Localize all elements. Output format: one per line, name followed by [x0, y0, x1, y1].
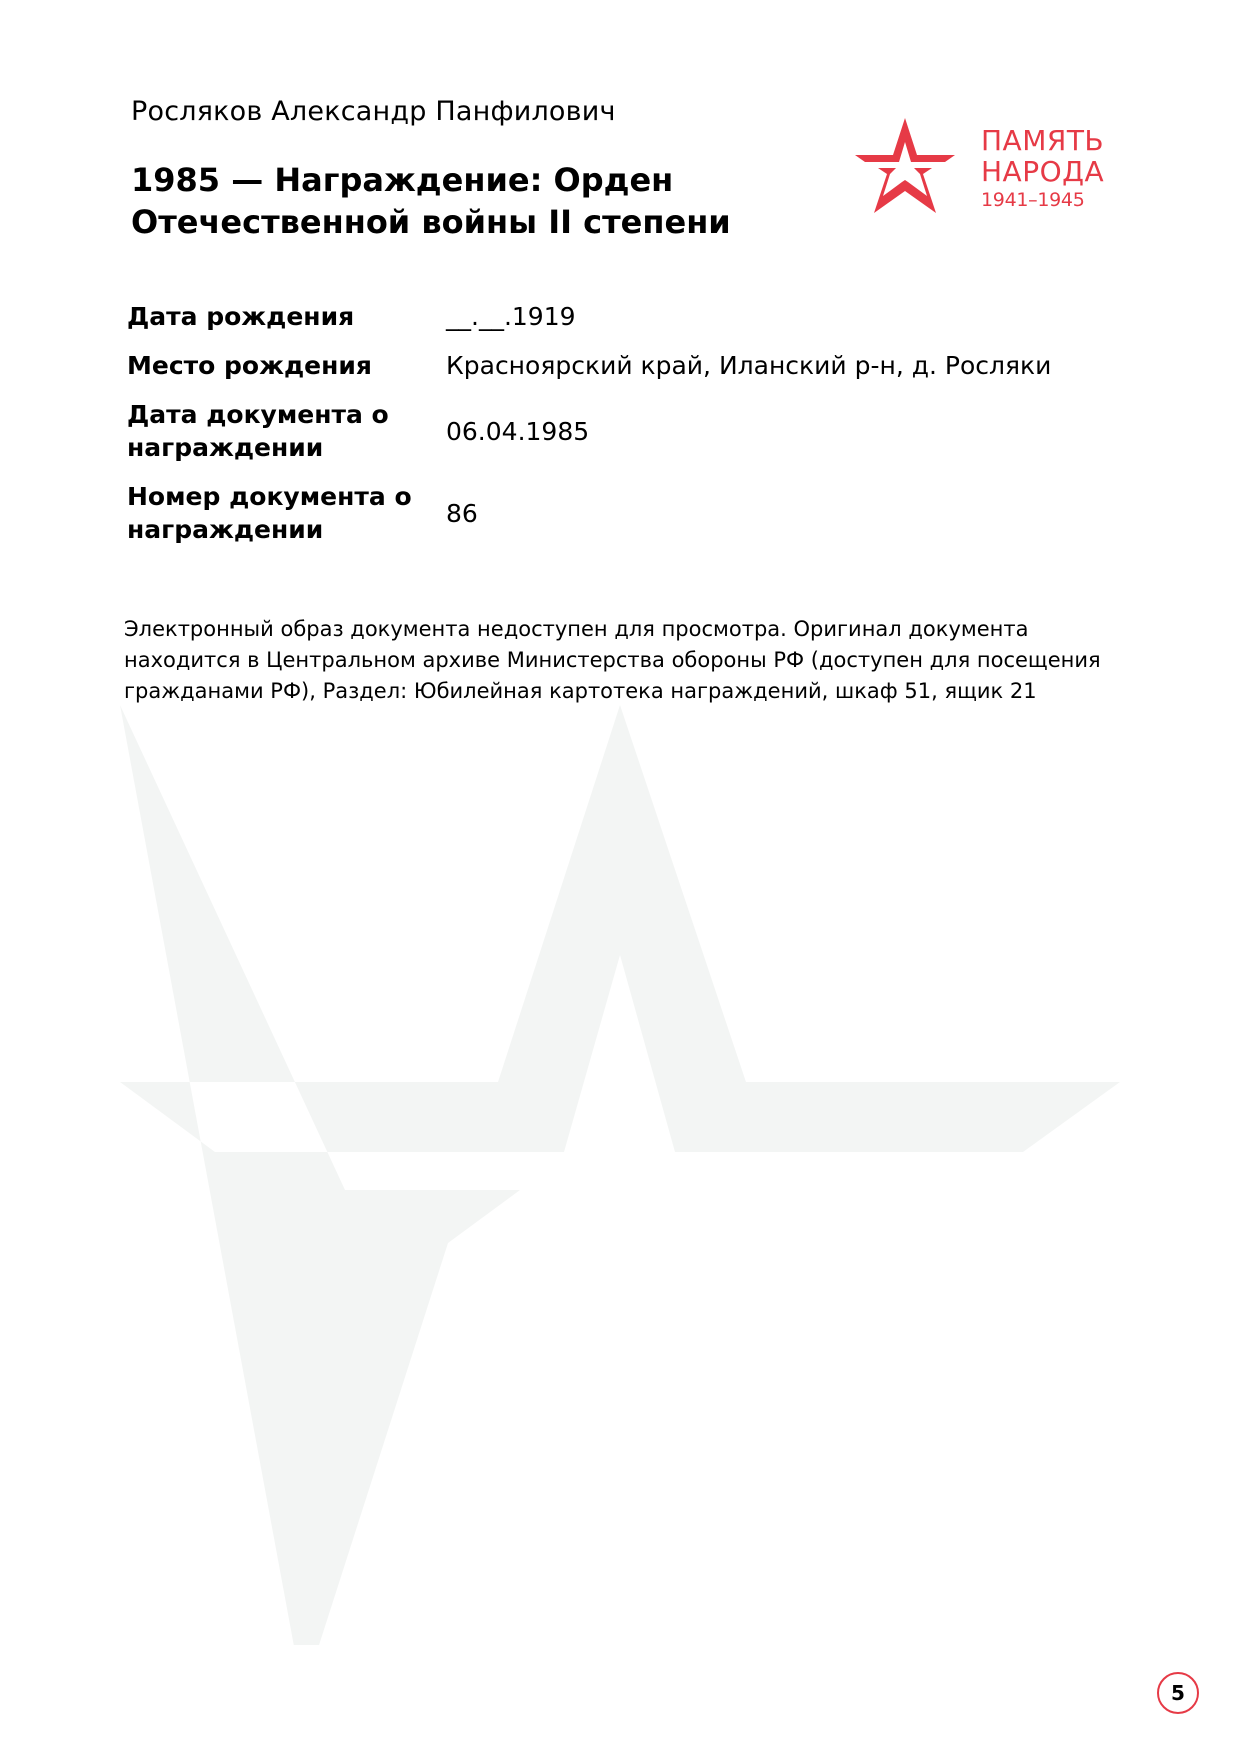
logo-text — [981, 125, 1104, 213]
info-label: Место рождения — [127, 351, 372, 380]
info-row-award-doc-date — [127, 398, 1051, 464]
page-title: 1985 — Награждение: Орден Отечественной войны II степени — [131, 161, 731, 241]
info-label: Дата рождения — [127, 302, 355, 331]
logo-line-1: ПАМЯТЬ — [981, 124, 1105, 157]
star-icon — [855, 118, 955, 218]
info-label: Номер документа о награждении — [127, 482, 412, 544]
info-row-award-doc-number — [127, 480, 1051, 546]
info-row-birth-place — [127, 349, 1051, 382]
star-watermark — [120, 705, 1120, 1645]
info-value: 86 — [446, 498, 478, 528]
pamyat-naroda-logo — [855, 115, 1125, 225]
info-table — [127, 300, 1051, 562]
info-value: __.__.1919 — [446, 302, 576, 331]
info-row-birth-date — [127, 300, 1051, 333]
info-value: Красноярский край, Иланский р-н, д. Росляки — [446, 351, 1052, 380]
info-label: Дата документа о награждении — [127, 400, 389, 462]
logo-line-2: НАРОДА — [981, 155, 1105, 188]
logo-years: 1941–1945 — [981, 189, 1085, 211]
person-name: Росляков Александр Панфилович — [131, 96, 616, 127]
info-value: 06.04.1985 — [446, 416, 590, 446]
archive-note: Электронный образ документа недоступен для просмотра. Оригинал документа находится в Центральном архиве Министерства обороны РФ (доступен для посещения гражданами РФ), Раздел: Юбилейная картотека награждений, шкаф 51, ящик 21 — [124, 617, 1101, 703]
page-number: 5 — [1157, 1672, 1199, 1714]
